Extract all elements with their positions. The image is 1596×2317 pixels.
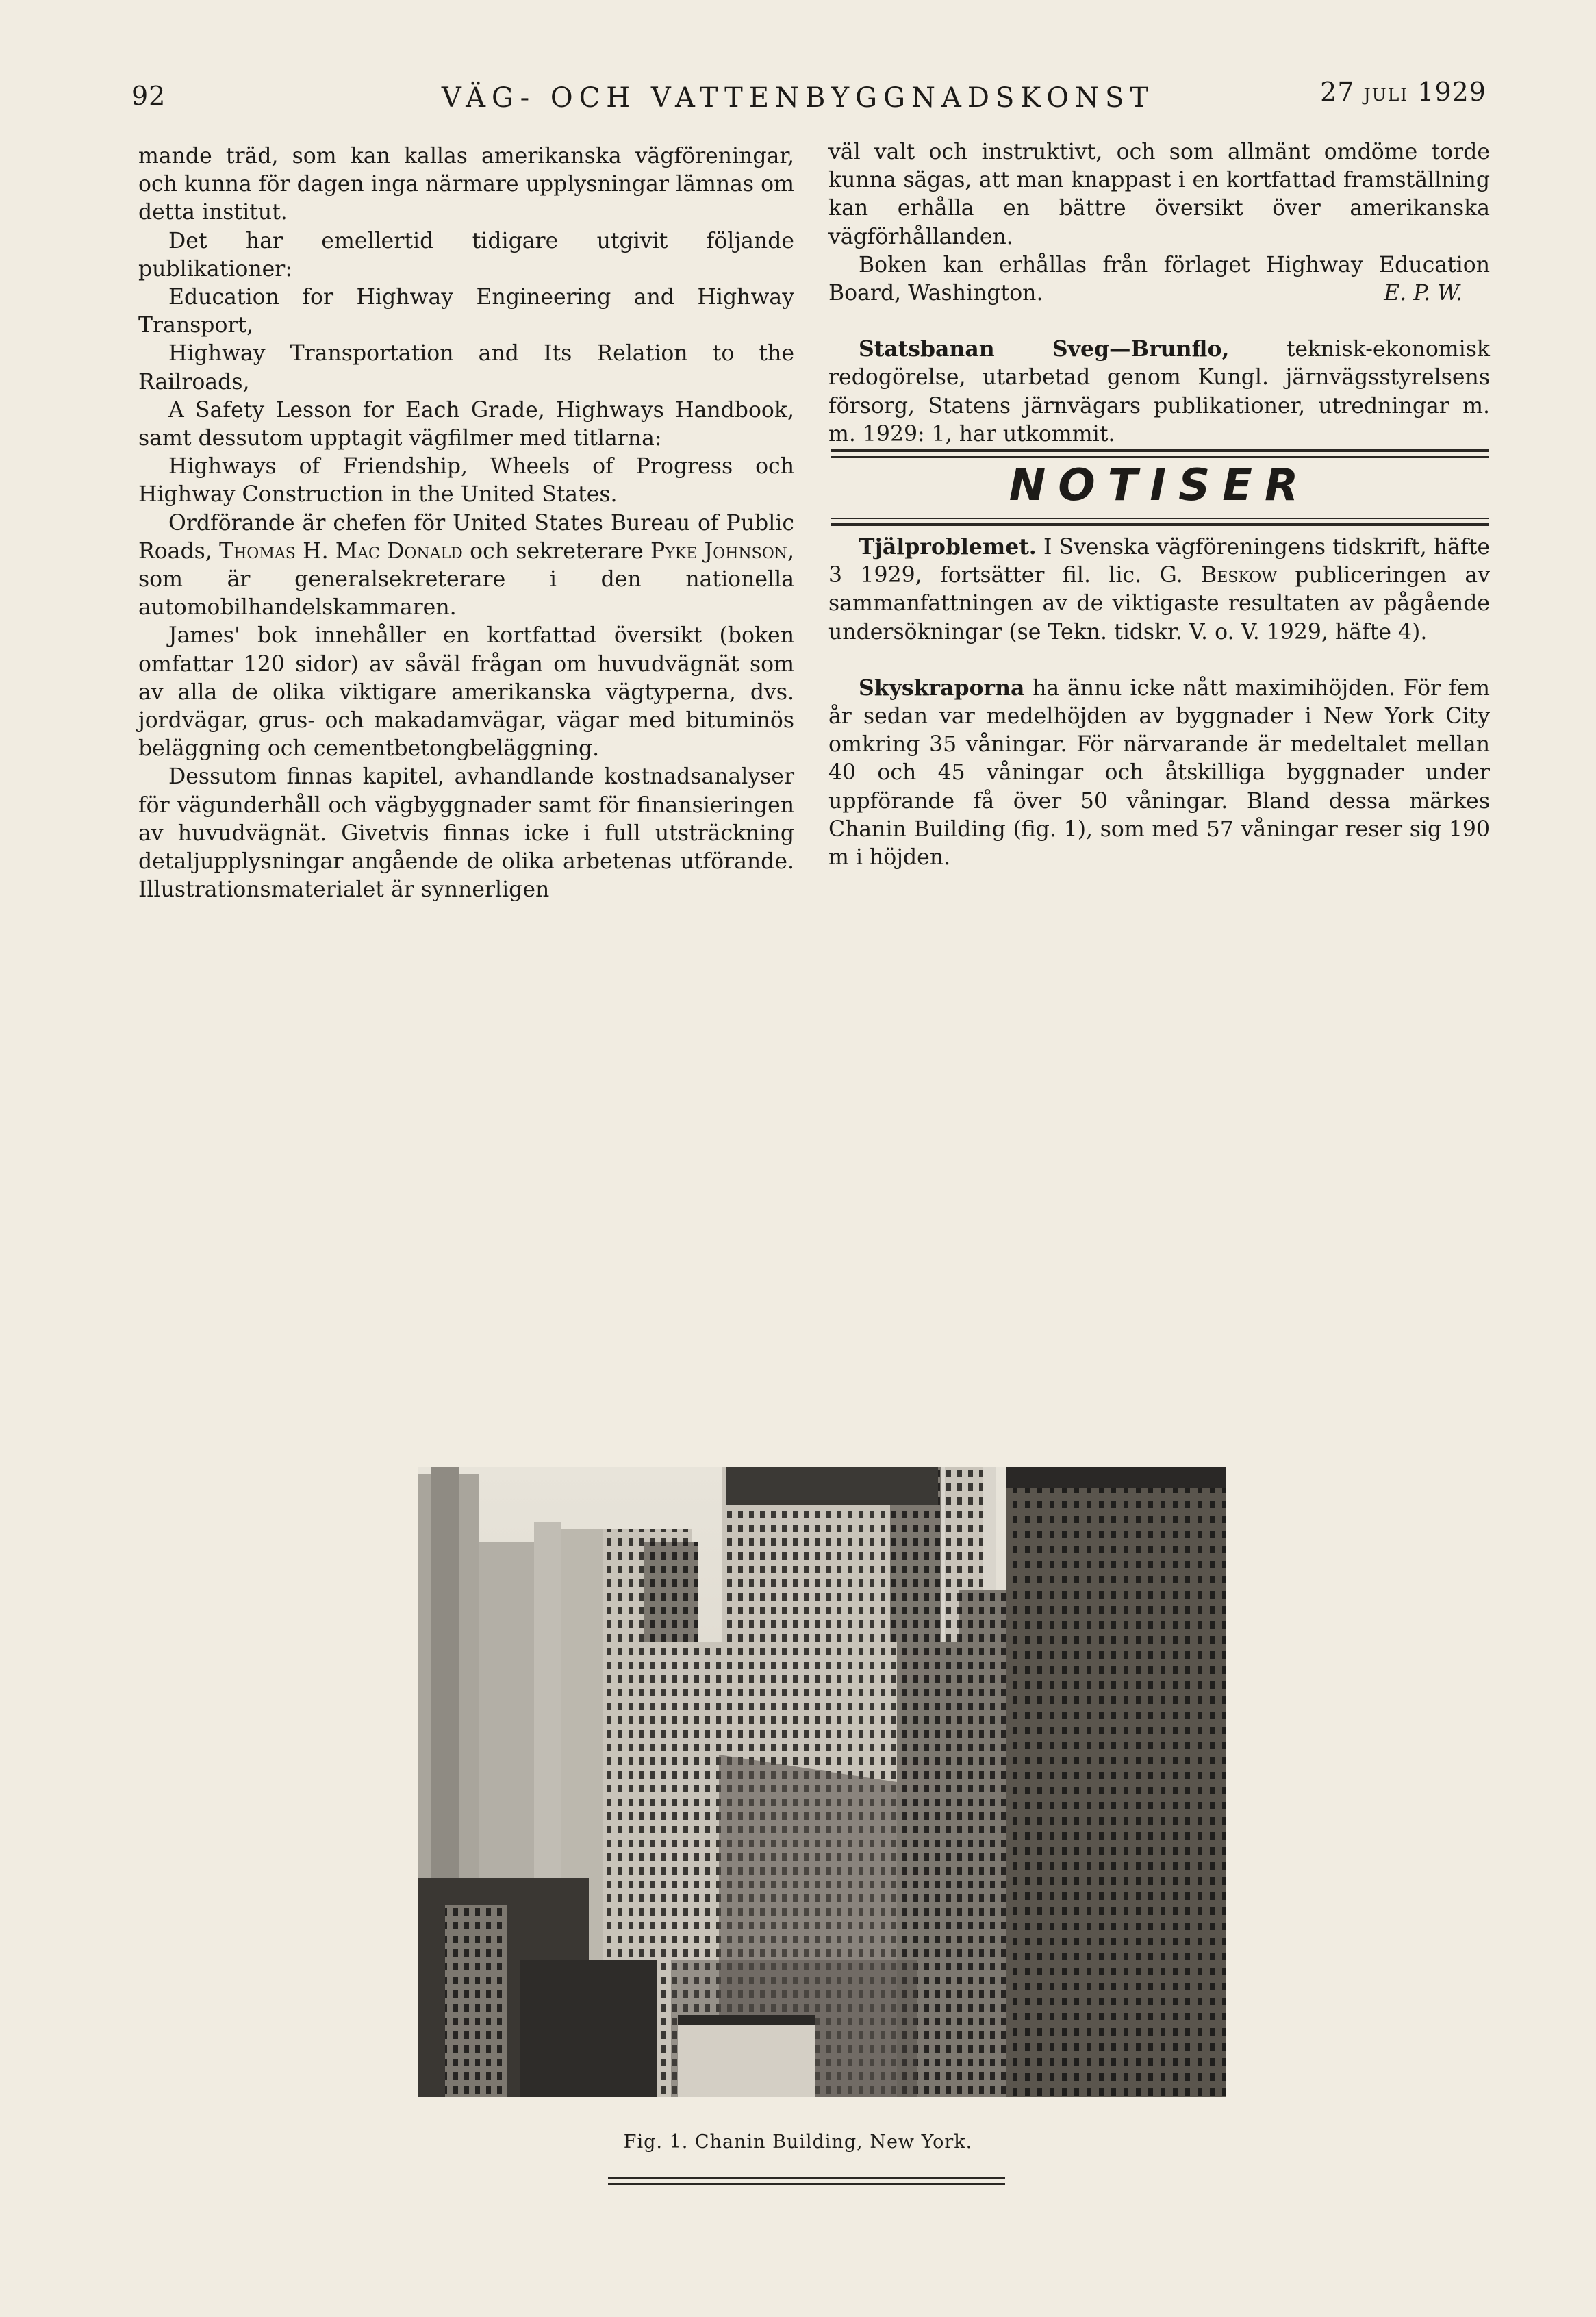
text: , som är generalsekreterare i den nationella automobilhandelskammaren.: [138, 538, 795, 621]
journal-title: VÄG- OCH VATTENBYGGNADSKONST: [441, 82, 1155, 114]
notiser-column: [828, 533, 1490, 872]
person-name: Pyke Johnson: [650, 538, 788, 564]
signature: E. P. W.: [1384, 281, 1462, 306]
paragraph: [138, 510, 794, 623]
paragraph: A Safety Lesson for Each Grade, Highways Handbook, samt dessutom upptagit vägfilmer med titlarna:: [138, 397, 794, 451]
issue-date-year: 1929: [1417, 77, 1486, 107]
bottom-rule: [608, 2177, 1005, 2179]
text: publiceringen av sammanfattningen av de viktigaste resultaten av pågående undersökningar (se Tekn. tidskr. V. o. V. 1929, häfte 4).: [828, 563, 1490, 644]
issue-date-day: 27: [1320, 77, 1355, 107]
double-rule-top: [831, 449, 1489, 452]
double-rule-bottom-thin: [831, 518, 1489, 519]
text: ha ännu icke nått maximihöjden. För fem år sedan var medelhöjden av byggnader i New York City omkring 35 våningar. För närvarande är medeltalet mellan 40 och 45 våningar och åtskilliga byggnader under uppförande få över 50 våningar. Bland dessa märkes Chanin Building (fig. 1), som med 57 våningar reser sig 190 m i höjden.: [828, 675, 1490, 871]
paragraph: Highway Transportation and Its Relation to the Railroads,: [138, 341, 794, 394]
left-column: [138, 142, 794, 904]
issue-date: [1320, 77, 1486, 107]
paragraph: James' bok innehåller en kortfattad översikt (boken omfattar 120 sidor) av såväl frågan om huvudvägnät som av alla de olika viktigare amerikanska vägtyperna, dvs. jordvägar, grus- och makadamvägar, vägar med bituminös beläggning och cementbetongbeläggning.: [138, 623, 794, 762]
text: teknisk-ekonomisk redogörelse, utarbetad genom Kungl. järnvägsstyrelsens försorg, Statens järnvägars publikationer, utredningar m. m. 1929: 1, har utkommit.: [828, 337, 1490, 447]
paragraph: Education for Highway Engineering and Highway Transport,: [138, 285, 794, 338]
bottom-rule-thin: [608, 2183, 1005, 2185]
paragraph: [828, 674, 1490, 872]
text: Ordförande är chefen för United States Bureau of Public Roads,: [138, 510, 794, 564]
paragraph: mande träd, som kan kallas amerikanska vägföreningar, och kunna för dagen inga närmare upplysningar lämnas om detta institut.: [138, 144, 794, 225]
paragraph: väl valt och instruktivt, och som allmänt omdöme torde kunna sägas, att man knappast i en kortfattad framställning kan erhålla en bättre översikt över amerikanska vägförhållanden.: [828, 140, 1490, 249]
paragraph: Dessutom finnas kapitel, avhandlande kostnadsanalyser för vägunderhåll och vägbyggnader samt för finansieringen av huvudvägnät. Givetvis finnas icke i full utsträckning detaljupplysningar angående de olika arbetenas utförande. Illustrationsmaterialet är synnerligen: [138, 764, 794, 903]
text: och sekreterare: [470, 538, 644, 564]
right-column: [828, 138, 1490, 449]
paragraph: Det har emellertid tidigare utgivit följande publikationer:: [138, 228, 794, 281]
page-number: 92: [131, 81, 166, 111]
section-heading: NOTISER: [1009, 460, 1311, 511]
paragraph: [828, 533, 1490, 647]
bold-lead: Skyskraporna: [859, 675, 1025, 701]
double-rule-bottom: [831, 523, 1489, 526]
bold-lead: Statsbanan Sveg—Brunflo,: [859, 336, 1230, 362]
person-name: Thomas H. Mac Donald: [219, 538, 463, 564]
figure-caption: Fig. 1. Chanin Building, New York.: [623, 2131, 973, 2153]
text: I Svenska vägföreningens tidskrift, häfte 3 1929, fortsätter fil. lic. G.: [828, 535, 1490, 588]
double-rule-top-thin: [831, 456, 1489, 458]
paragraph: [828, 335, 1490, 449]
bold-lead: Tjälproblemet.: [859, 534, 1037, 560]
paragraph: [828, 251, 1490, 308]
building-photograph: [418, 1467, 1226, 2097]
paragraph: Highways of Friendship, Wheels of Progress och Highway Construction in the United States.: [138, 454, 794, 508]
person-name: Beskow: [1201, 563, 1277, 588]
text: Boken kan erhållas från förlaget Highway Education Board, Washington.: [828, 252, 1490, 306]
issue-date-month: juli: [1363, 79, 1409, 107]
